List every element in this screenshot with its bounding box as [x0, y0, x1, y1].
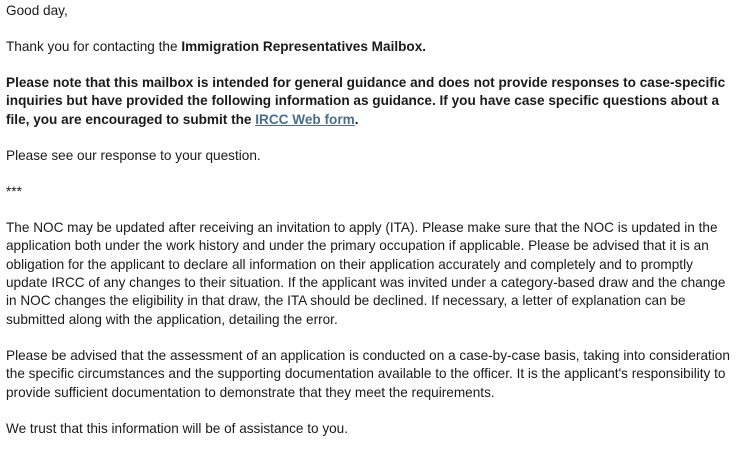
greeting: Good day,: [6, 3, 68, 18]
thanks-prefix: Thank you for contacting the: [6, 39, 182, 54]
notice-paragraph: [6, 74, 736, 129]
separator: ***: [6, 183, 22, 199]
closing-line: We trust that this information will be of assistance to you.: [6, 420, 349, 436]
paragraph-noc: The NOC may be updated after receiving an invitation to apply (ITA). Please make sure that the NOC is updated in the application both under the work history and under the primary occupation if applicable. Please be advised that it is an obligation for the applicant to declare all information on their application accurately and completely and to promptly update IRCC of any changes to their situation. If the applicant was invited under a category-based draw and the change in NOC changes the eligibility in that draw, the ITA should be declined. If necessary, a letter of explanation can be submitted along with the application, detailing the error.: [6, 219, 726, 327]
response-intro: Please see our response to your question.: [6, 147, 261, 163]
notice-text: [6, 75, 725, 127]
ircc-web-form-link[interactable]: IRCC Web form: [255, 111, 355, 127]
mailbox-name: Immigration Representatives Mailbox.: [181, 39, 427, 54]
thanks-line: [6, 38, 736, 56]
notice-suffix: .: [354, 111, 359, 127]
notice-body: Please note that this mailbox is intended for general guidance and does not provide responses to case-specific inquiries but have provided the following information as guidance. If you have case specific questions about a file, you are encouraged to submit the: [6, 75, 726, 127]
paragraph-assessment: Please be advised that the assessment of an application is conducted on a case-by-case basis, taking into consideration the specific circumstances and the supporting documentation available to the officer. It is the applicant's responsibility to provide sufficient documentation to demonstrate that they meet the requirements.: [6, 347, 730, 400]
